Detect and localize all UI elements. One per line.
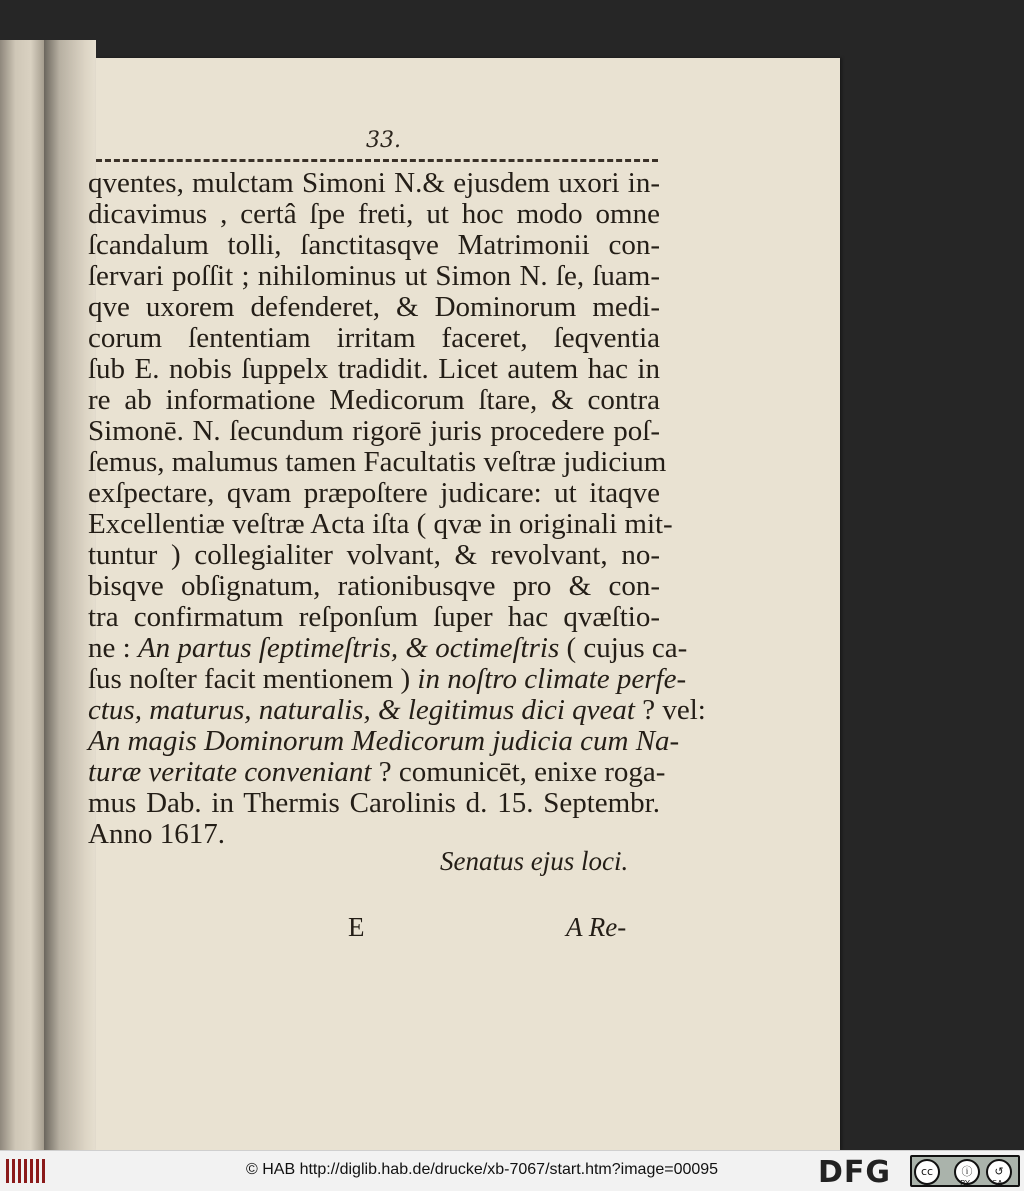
footer-bar xyxy=(0,1150,1024,1191)
text-line: ſemus, malumus tamen Facultatis veſtræ judicium xyxy=(88,446,667,478)
text-line: tuntur ) collegialiter volvant, & revolvant, no- xyxy=(88,539,660,571)
italic-run: in noſtro climate perfe- xyxy=(417,663,687,695)
text-run: ſus noſter facit mentionem ) xyxy=(88,663,418,695)
catchword: A Re- xyxy=(566,912,627,942)
text-line: mus Dab. in Thermis Carolinis d. 15. Septembr. xyxy=(88,787,660,819)
text-line-question xyxy=(88,663,687,695)
dfg-logo: DFG xyxy=(818,1155,892,1190)
italic-run: turæ veritate conveniant xyxy=(88,756,372,788)
text-line-question xyxy=(88,756,666,788)
text-line: Anno 1617. xyxy=(88,818,225,850)
previous-page-edge xyxy=(0,40,44,1150)
text-line: re ab informatione Medicorum ſtare, & contra xyxy=(88,384,660,416)
text-line: Simonē. N. ſecundum rigorē juris procedere poſ- xyxy=(88,415,660,447)
signature-mark: E xyxy=(348,912,365,942)
text-line: qventes, mulctam Simoni N.& ejusdem uxori in- xyxy=(88,167,660,199)
by-icon: ⓘ xyxy=(954,1159,980,1185)
text-run: ? vel: xyxy=(634,694,706,726)
text-run: ( cujus ca- xyxy=(559,632,688,664)
text-line: corum ſententiam irritam faceret, ſeqventia xyxy=(88,322,660,354)
header-rule xyxy=(96,159,658,162)
text-line: dicavimus , certâ ſpe freti, ut hoc modo omne xyxy=(88,198,660,230)
body-text xyxy=(88,167,706,850)
text-line: ſervari poſſit ; nihilominus ut Simon N. ſe, ſuam- xyxy=(88,260,660,292)
page-number: 33. xyxy=(366,128,401,153)
text-line: exſpectare, qvam præpoſtere judicare: ut itaqve xyxy=(88,477,660,509)
text-line-question: An magis Dominorum Medicorum judicia cum Na- xyxy=(88,725,680,757)
italic-run: ctus, maturus, naturalis, & legitimus dici qveat xyxy=(88,694,635,726)
text-line-question xyxy=(88,694,706,726)
text-line-question xyxy=(88,632,688,664)
signature: Senatus ejus loci. xyxy=(440,846,629,876)
cc-license-badge[interactable] xyxy=(910,1155,1020,1187)
text-line: ſcandalum tolli, ſanctitasqve Matrimonii con- xyxy=(88,229,660,261)
text-line: Excellentiæ veſtræ Acta iſta ( qvæ in originali mit- xyxy=(88,508,673,540)
hab-logo-icon xyxy=(6,1159,46,1183)
text-line: tra confirmatum reſponſum ſuper hac qvæſtio- xyxy=(88,601,660,633)
text-run: ne : xyxy=(88,632,138,664)
italic-run: An partus ſeptimeſtris, & octimeſtris xyxy=(137,632,560,664)
copyright-link[interactable]: © HAB http://diglib.hab.de/drucke/xb-7067/start.htm?image=00095 xyxy=(246,1161,719,1178)
sa-label: SA xyxy=(992,1179,1003,1188)
cc-icon: cc xyxy=(914,1159,940,1185)
text-line: ſub E. nobis ſuppelx tradidit. Licet autem hac in xyxy=(88,353,660,385)
text-line: qve uxorem defenderet, & Dominorum medi- xyxy=(88,291,660,323)
text-run: ? comunicēt, enixe roga- xyxy=(371,756,666,788)
sa-icon: ↺ xyxy=(986,1159,1012,1185)
by-label: BY xyxy=(960,1179,970,1188)
text-line: bisqve obſignatum, rationibusqve pro & con- xyxy=(88,570,660,602)
